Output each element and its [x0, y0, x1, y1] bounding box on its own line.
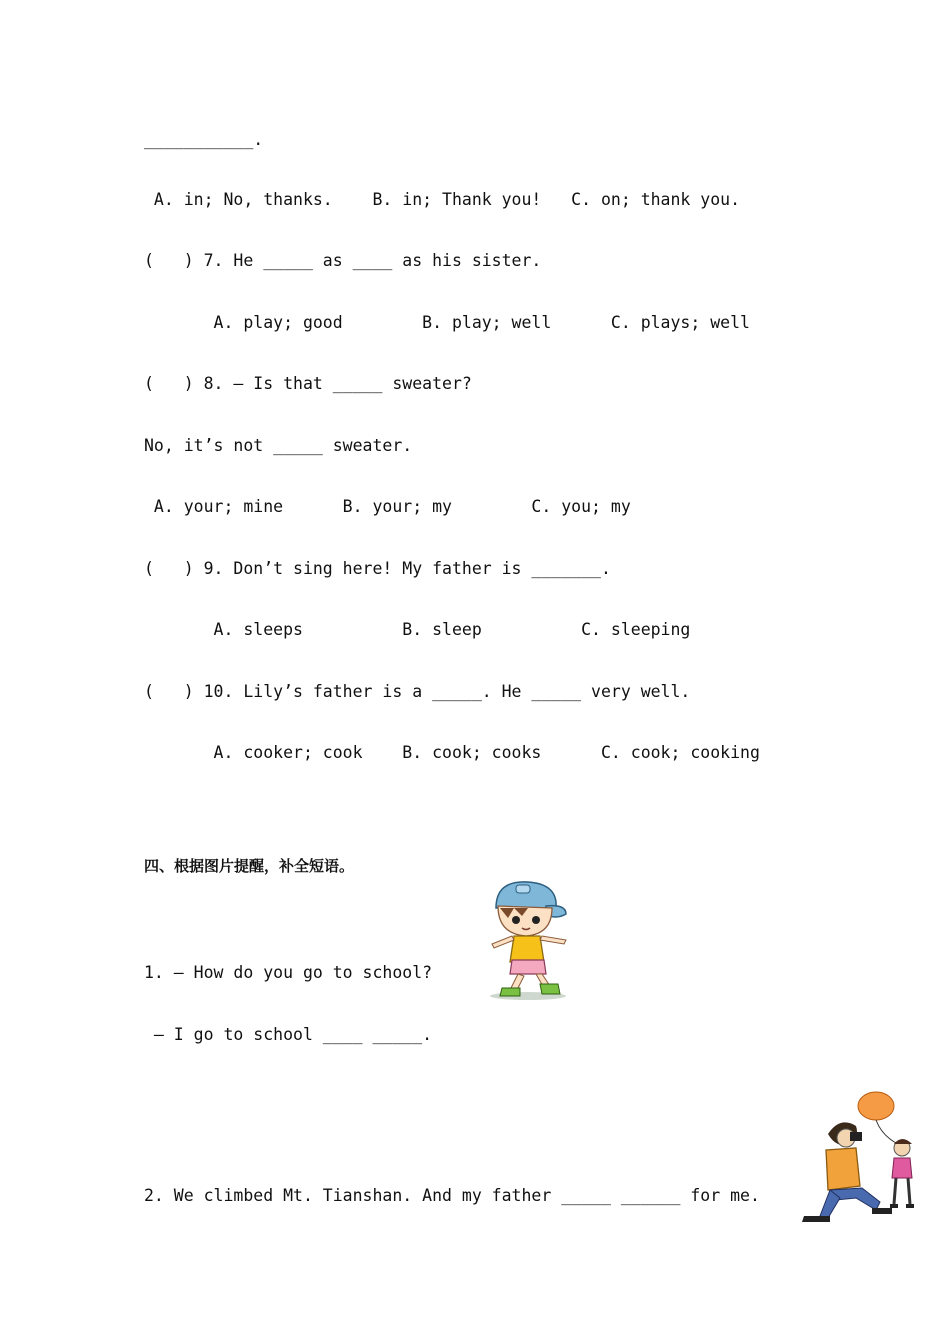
q7-options: A. play; good B. play; well C. plays; well [144, 313, 750, 332]
q9-options: A. sleeps B. sleep C. sleeping [144, 620, 691, 639]
q1-question: 1. — How do you go to school? [144, 963, 433, 982]
q1-answer: — I go to school ____ _____. [144, 1025, 433, 1044]
q10-question: ( ) 10. Lily’s father is a _____. He _____ very well. [144, 682, 691, 701]
q7-question: ( ) 7. He _____ as ____ as his sister. [144, 251, 542, 270]
walking-boy-illustration [486, 878, 570, 1002]
section-4-heading: 四、根据图片提醒，补全短语。 [144, 857, 355, 875]
photographer-and-girl-illustration [800, 1086, 924, 1226]
q2-question: 2. We climbed Mt. Tianshan. And my father _____ ______ for me. [144, 1186, 760, 1205]
text-line-answer-blank: ___________. [144, 130, 264, 149]
q8-answer: No, it’s not _____ sweater. [144, 436, 413, 455]
q6-options: A. in; No, thanks. B. in; Thank you! C. on; thank you. [144, 190, 741, 209]
q8-options: A. your; mine B. your; my C. you; my [144, 497, 631, 516]
q9-question: ( ) 9. Don’t sing here! My father is _______. [144, 559, 611, 578]
q10-options: A. cooker; cook B. cook; cooks C. cook; cooking [144, 743, 760, 762]
q8-question: ( ) 8. — Is that _____ sweater? [144, 374, 472, 393]
